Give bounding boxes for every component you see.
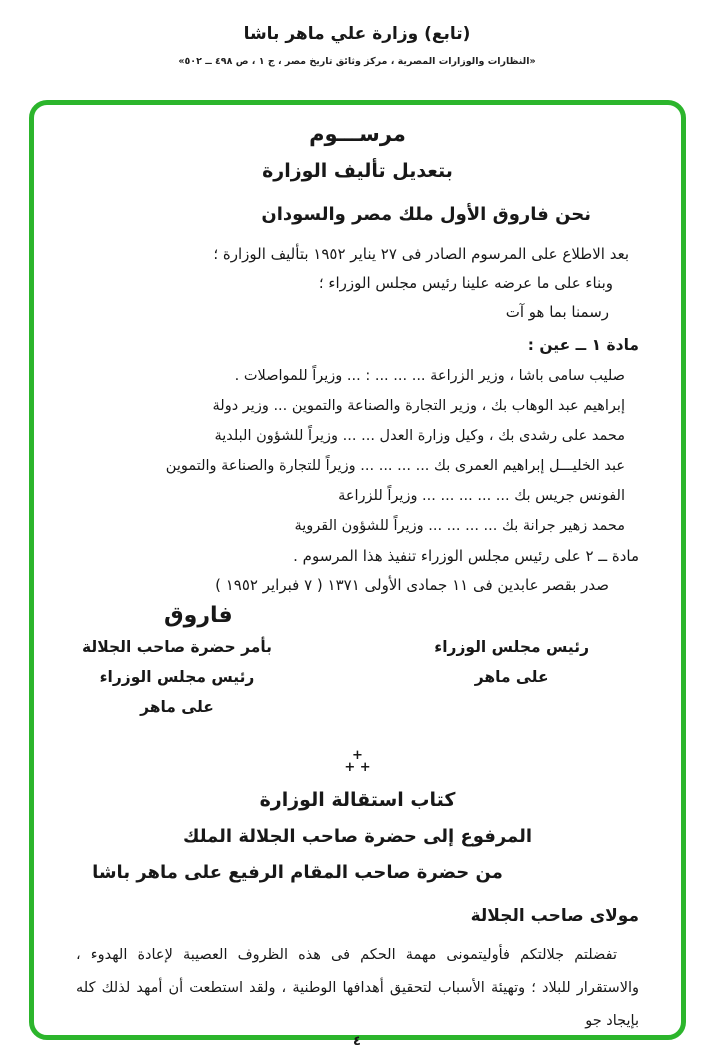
king-signature: فاروق [164,603,233,628]
preamble-line: رسمنا بما هو آت [505,303,609,321]
appointment-line: محمد زهير جرانة بك ... ... ... ... وزيراً للشؤون القروية [294,518,625,534]
appointment-line: محمد على رشدى بك ، وكيل وزارة العدل ... ... وزيراً للشؤون البلدية [214,428,625,444]
decree-preamble [76,244,639,323]
appointment-line: الفونس جريس بك ... ... ... ... ... وزيراً للزراعة [338,488,625,504]
appointment-line: صليب سامى باشا ، وزير الزراعة ... ... ... : ... وزيراً للمواصلات . [234,368,625,384]
pm-name: على ماهر [140,698,214,716]
royal-style-line: نحن فاروق الأول ملك مصر والسودان [261,204,591,225]
resignation-title: كتاب استقالة الوزارة [259,789,456,811]
preamble-line: وبناء على ما عرضه علينا رئيس مجلس الوزراء ؛ [318,274,613,292]
order-by-line: بأمر حضرة صاحب الجلالة [82,638,272,656]
pm-name: على ماهر [474,668,549,686]
appointment-line: إبراهيم عبد الوهاب بك ، وزير التجارة والصناعة والتموين ... وزير دولة [212,398,625,414]
resignation-sender: من حضرة صاحب المقام الرفيع على ماهر باشا [92,862,503,883]
separator-mark: + + [344,760,371,775]
resignation-body: تفضلتم جلالتكم فأوليتمونى مهمة الحكم فى هذه الظروف العصيبة لإعادة الهدوء ، والاستقرار للبلاد ؛ وتهيئة الأسباب لتحقيق أهدافها الوطنية ، ولقد استطعت أن أمهد لذلك كله بإيجاد جو [76,947,639,1029]
section-separator-ornament [76,750,639,774]
page-number: ٤ [353,1034,361,1049]
pm-signature-right [434,632,589,722]
page-header [0,0,714,67]
green-frame [29,100,686,1040]
decree-title: مرســـوم [309,122,406,146]
decree-subtitle: بتعديل تأليف الوزارة [262,160,453,182]
pm-title: رئيس مجلس الوزراء [434,638,589,656]
appointments-list [76,366,639,536]
header-source-citation: «النظارات والوزارات المصرية ، مركز وثائق تاريخ مصر ، ج ١ ، ص ٤٩٨ ــ ٥٠٢» [178,56,536,67]
resignation-salutation: مولاى صاحب الجلالة [470,906,639,926]
resignation-addressee: المرفوع إلى حضرة صاحب الجلالة الملك [182,826,533,847]
header-title: (تابع) وزارة علي ماهر باشا [243,24,471,44]
appointment-line: عبد الخليـــل إبراهيم العمرى بك ... ... ... ... وزيراً للتجارة والصناعة والتموين [165,458,625,474]
separator-mark: + [352,748,363,763]
article-2-line: مادة ــ ٢ على رئيس مجلس الوزراء تنفيذ هذا المرسوم . [293,547,639,565]
resignation-section [76,788,639,1038]
pm-title: رئيس مجلس الوزراء [99,668,255,686]
article-1-heading: مادة ١ ــ عين : [527,336,639,354]
pm-signature-left [82,632,272,722]
preamble-line: بعد الاطلاع على المرسوم الصادر فى ٢٧ يناير ١٩٥٢ بتأليف الوزارة ؛ [213,245,629,263]
decree-section [76,121,639,774]
signature-block [76,632,639,722]
issued-at-line: صدر بقصر عابدين فى ١١ جمادى الأولى ١٣٧١ ( ٧ فبراير ١٩٥٢ ) [215,576,609,594]
